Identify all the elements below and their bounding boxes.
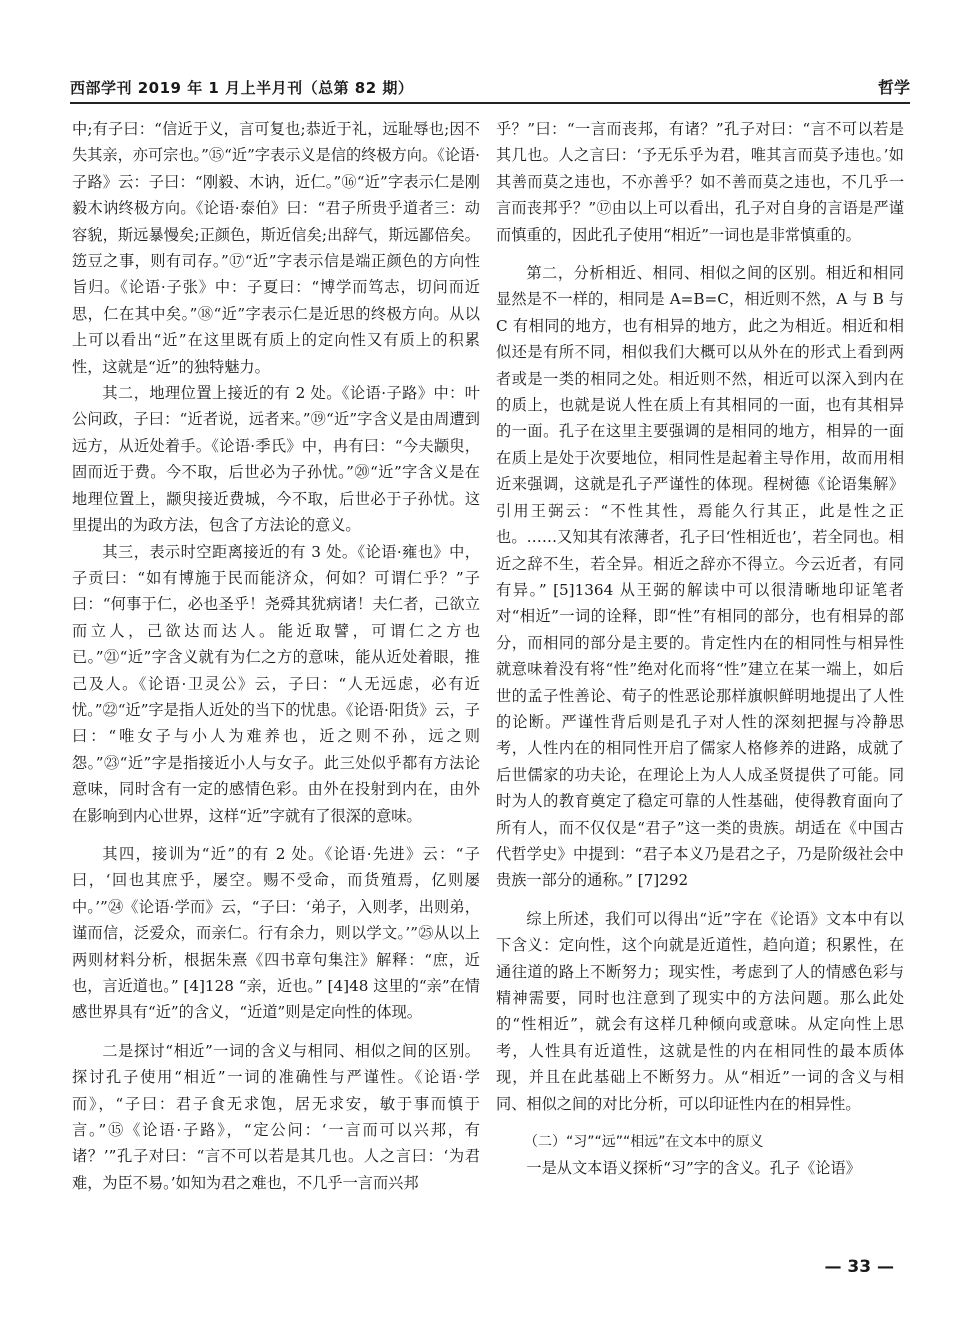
paragraph: 其三，表示时空距离接近的有 3 处。《论语·雍也》中，子贡曰：“如有博施于民而能济众，何如？可谓仁乎？”子曰：“何事于仁，必也圣乎！尧舜其犹病诸！夫仁者，己欲立而立人，己欲达而达人。能近取譬，可谓仁之方也已。”㉑“近”字含义就有为仁之方的意味，能从近处着眼，推己及人。《论语·卫灵公》云，子曰：“人无远虑，必有近忧。”㉒“近”字是指人近处的当下的忧患。《论语·阳货》云，子曰：“唯女子与小人为难养也，近之则不孙，远之则怨。”㉓“近”字是指接近小人与女子。此三处似乎都有方法论意味，同时含有一定的感情色彩。由外在投射到内在，由外在影响到内心世界，这样“近”字就有了很深的意味。 (72, 542, 480, 825)
paragraph: 综上所述，我们可以得出“近”字在《论语》文本中有以下含义：定向性，这个向就是近道性，趋向道；积累性，在通往道的路上不断努力；现实性，考虑到了人的情感色彩与精神需要，同时也注意到了现实中的方法问题。那么此处的“性相近”，就会有这样几种倾向或意味。从定向性上思考，人性具有近道性，这就是性的内在相同性的最本质体现，并且在此基础上不断努力。从“相近”一词的含义与相同、相似之间的对比分析，可以印证性内在的相异性。 (496, 909, 904, 1113)
running-header (70, 76, 910, 104)
right-column (496, 116, 904, 1182)
page-number: — 33 — (824, 1257, 894, 1277)
paragraph: 中;有子曰：“信近于义，言可复也;恭近于礼，远耻辱也;因不失其亲，亦可宗也。”⑮“近”字表示义是信的终极方向。《论语·子路》云：子曰：“刚毅、木讷，近仁。”⑯“近”字表示仁是刚毅木讷终极方向。《论语·泰伯》曰：“君子所贵乎道者三：动容貌，斯远暴慢矣;正颜色，斯近信矣;出辞气，斯远鄙倍矣。笾豆之事，则有司存。”⑰“近”字表示信是端正颜色的方向性旨归。《论语·子张》中：子夏曰：“博学而笃志，切问而近思，仁在其中矣。”⑱“近”字表示仁是近思的终极方向。从以上可以看出“近”在这里既有质上的定向性又有质上的积累性，这就是“近”的独特魅力。 (72, 120, 480, 376)
section-label: 哲学 (877, 78, 910, 97)
left-column (72, 116, 480, 1196)
paragraph: 二是探讨“相近”一词的含义与相同、相似之间的区别。探讨孔子使用“相近”一词的准确性与严谨性。《论语·学而》，“子曰：君子食无求饱，居无求安，敏于事而慎于言。”⑮《论语·子路》，“定公问：‘一言而可以兴邦，有诸？’”孔子对曰：“言不可以若是其几也。人之言曰：‘为君难，为臣不易。’如知为君之难也，不几乎一言而兴邦 (72, 1041, 480, 1192)
journal-title: 西部学刊 2019 年 1 月上半月刊（总第 82 期） (70, 79, 414, 97)
paragraph: 其二，地理位置上接近的有 2 处。《论语·子路》中：叶公问政，子曰：“近者说，远者来。”⑲“近”字含义是由周遭到远方，从近处着手。《论语·季氏》中，冉有曰：“今夫颛臾，固而近于费。今不取，后世必为子孙忧。”⑳“近”字含义是在地理位置上，颛臾接近费城，今不取，后世必于子孙忧。这里提出的为政方法，包含了方法论的意义。 (72, 384, 480, 535)
paragraph: 其四，接训为“近”的有 2 处。《论语·先进》云：“子曰，‘回也其庶乎，屡空。赐不受命，而货殖焉，亿则屡中。’”㉔《论语·学而》云，“子曰：‘弟子，入则孝，出则弟，谨而信，泛爱众，而亲仁。行有余力，则以学文。’”㉕从以上两则材料分析，根据朱熹《四书章句集注》解释：“庶，近也，言近道也。” [4]128 “亲，近也。” [4]48 这里的“亲”在情感世界具有“近”的含义，“近道”则是定向性的体现。 (72, 844, 480, 1022)
section-subheading: （二）“习”“远”“相远”在文本中的原义 (524, 1134, 764, 1151)
paragraph: 一是从文本语义探析“习”字的含义。孔子《论语》 (526, 1159, 861, 1178)
paragraph: 乎？”曰：“一言而丧邦，有诸？”孔子对曰：“言不可以若是其几也。人之言曰：‘予无乐乎为君，唯其言而莫予违也。’如其善而莫之违也，不亦善乎？如不善而莫之违也，不几乎一言而丧邦乎？”⑰由以上可以看出，孔子对自身的言语是严谨而慎重的，因此孔子使用“相近”一词也是非常慎重的。 (496, 120, 904, 244)
paragraph: 第二，分析相近、相同、相似之间的区别。相近和相同显然是不一样的，相同是 A=B=C，相近则不然，A 与 B 与 C 有相同的地方，也有相异的地方，此之为相近。相近和相似还是有所不同，相似我们大概可以从外在的形式上看到两者或是一类的相同之处。相近则不然，相近可以深入到内在的质上，也就是说人性在质上有其相同的一面，也有其相异的一面。孔子在这里主要强调的是相同的地方，相异的一面在质上是处于次要地位，相同性是起着主导作用，故而用相近来强调，这就是孔子严谨性的体现。程树德《论语集解》引用王弼云：“不性其性，焉能久行其正，此是性之正也。……又知其有浓薄者，孔子曰‘性相近也’，若全同也。相近之辞不生，若全异。相近之辞亦不得立。今云近者，有同有异。” [5]1364 从王弼的解读中可以很清晰地印证笔者对“相近”一词的诠释，即“性”有相同的部分，也有相异的部分，而相同的部分是主要的。肯定性内在的相同性与相异性就意味着没有将“性”绝对化而将“性”建立在某一端上，如后世的孟子性善论、荀子的性恶论那样旗帜鲜明地提出了人性的论断。严谨性背后则是孔子对人性的深刻把握与冷静思考，人性内在的相同性开启了儒家人格修养的进路，成就了后世儒家的功夫论，在理论上为人人成圣贤提供了可能。同时为人的教育奠定了稳定可靠的人性基础，使得教育面向了所有人，而不仅仅是“君子”这一类的贵族。胡适在《中国古代哲学史》中提到：“君子本义乃是君之子，乃是阶级社会中贵族一部分的通称。” [7]292 (496, 264, 904, 890)
